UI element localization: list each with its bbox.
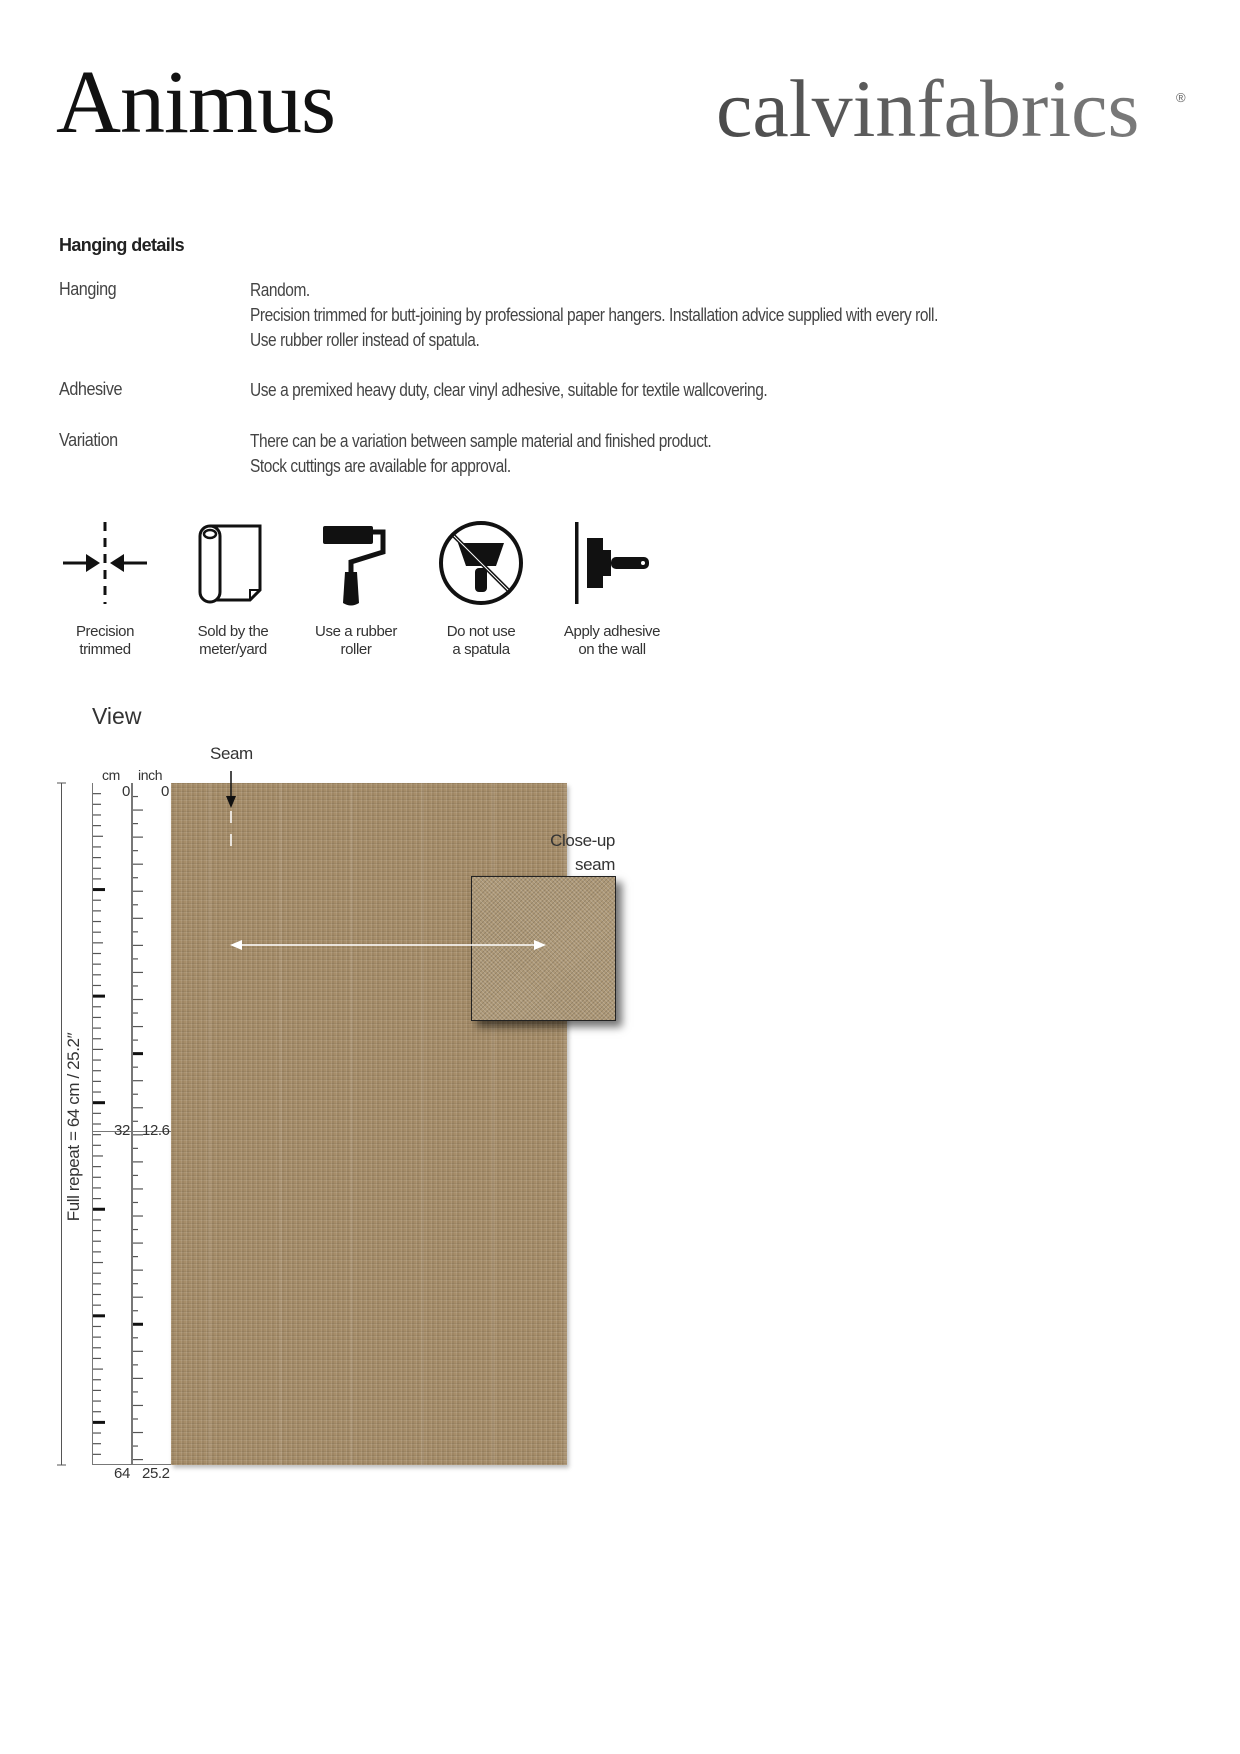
icon-label-precision: [40, 623, 170, 659]
repeat-bracket: [61, 783, 62, 1465]
full-repeat-label: Full repeat = 64 cm / 25.2″: [64, 1032, 83, 1222]
view-title: View: [92, 703, 142, 729]
brand-logo: calvinfabrics: [716, 63, 1140, 154]
row-value-variation: [250, 429, 711, 479]
cm-bottom-value: 64: [114, 1465, 130, 1482]
precision-trimmed-icon: [60, 518, 150, 608]
paste-wall-icon: [567, 518, 657, 608]
label-line: trimmed: [79, 641, 131, 658]
value-line: Use a premixed heavy duty, clear vinyl adhesive, suitable for textile wallcovering.: [250, 380, 768, 400]
icon-label-sold: [168, 623, 298, 659]
label-line: on the wall: [578, 641, 646, 658]
pattern-title: Animus: [56, 53, 336, 152]
ruler-divider: [131, 783, 133, 1465]
icon-label-spatula: [416, 623, 546, 659]
label-line: meter/yard: [199, 641, 267, 658]
label-line: Precision: [75, 623, 135, 640]
inch-unit-label: inch: [138, 767, 163, 783]
seam-label: Seam: [210, 744, 253, 763]
inch-bottom-value: 25.2: [142, 1465, 170, 1482]
no-spatula-icon: [436, 518, 526, 608]
roller-icon: [311, 518, 401, 608]
roll-icon: [188, 518, 278, 608]
closeup-swatch: [471, 876, 616, 1021]
label-line: Do not use: [446, 623, 516, 640]
value-line: Random.: [250, 280, 310, 300]
cm-mid-value: 32: [114, 1122, 130, 1139]
cm-unit-label: cm: [102, 767, 120, 783]
row-label-hanging: Hanging: [59, 279, 117, 299]
value-line: Stock cuttings are available for approval.: [250, 456, 511, 476]
row-value-hanging: [250, 278, 938, 353]
value-line: Use rubber roller instead of spatula.: [250, 330, 480, 350]
label-line: Apply adhesive: [563, 623, 661, 640]
row-value-adhesive: [250, 378, 767, 403]
icon-label-roller: [291, 623, 421, 659]
label-line: Use a rubber: [315, 623, 397, 640]
label-line: Sold by the: [197, 623, 269, 640]
row-label-adhesive: Adhesive: [59, 379, 123, 399]
closeup-label: [520, 829, 615, 877]
cm-top-value: 0: [122, 783, 130, 800]
inch-top-value: 0: [161, 783, 169, 800]
value-line: Precision trimmed for butt-joining by professional paper hangers. Installation advice supplied with every roll.: [250, 305, 938, 325]
row-label-variation: Variation: [59, 430, 118, 450]
icon-label-adhesive: [547, 623, 677, 659]
label-line: roller: [340, 641, 372, 658]
section-title: Hanging details: [59, 235, 185, 255]
registered-mark: ®: [1176, 90, 1186, 105]
label-line: a spatula: [452, 641, 510, 658]
label-line: Close-up: [550, 831, 615, 850]
inch-mid-value: 12.6: [142, 1122, 170, 1139]
label-line: seam: [575, 855, 615, 874]
value-line: There can be a variation between sample material and finished product.: [250, 431, 712, 451]
